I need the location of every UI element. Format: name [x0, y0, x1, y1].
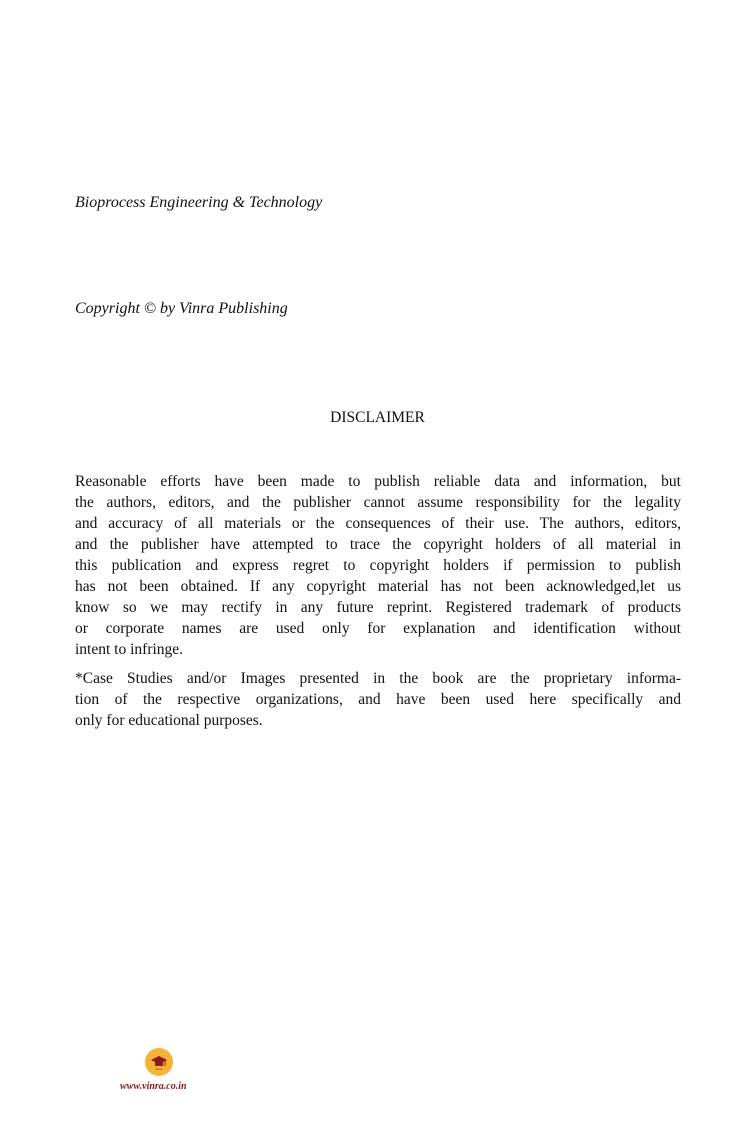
- text-line: has not been obtained. If any copyright material has not been acknowledged,let us: [75, 578, 681, 595]
- text-line: Reasonable efforts have been made to publish reliable data and information, but: [75, 473, 681, 490]
- disclaimer-heading: DISCLAIMER: [330, 409, 425, 426]
- graduation-cap-icon: [150, 1053, 168, 1071]
- disclaimer-paragraph: [75, 471, 681, 660]
- publisher-logo: [145, 1048, 173, 1076]
- case-studies-paragraph: [75, 668, 681, 731]
- text-line: intent to infringe.: [75, 641, 184, 658]
- text-line: and the publisher have attempted to trace the copyright holders of all material in: [75, 536, 681, 553]
- copyright-notice: Copyright © by Vinra Publishing: [75, 300, 288, 317]
- text-line: tion of the respective organizations, and have been used here specifically and: [75, 691, 681, 708]
- text-line: *Case Studies and/or Images presented in the book are the proprietary informa-: [75, 670, 681, 687]
- text-line: only for educational purposes.: [75, 712, 263, 729]
- text-line: this publication and express regret to copyright holders if permission to publish: [75, 557, 681, 574]
- svg-text:Vinra: Vinra: [155, 1067, 163, 1071]
- text-line: know so we may rectify in any future reprint. Registered trademark of products: [75, 599, 681, 616]
- text-line: or corporate names are used only for explanation and identification without: [75, 620, 681, 637]
- text-line: the authors, editors, and the publisher cannot assume responsibility for the legality: [75, 494, 681, 511]
- text-line: and accuracy of all materials or the consequences of their use. The authors, editors,: [75, 515, 681, 532]
- book-title: Bioprocess Engineering & Technology: [75, 194, 323, 211]
- publisher-url: www.vinra.co.in: [120, 1081, 187, 1092]
